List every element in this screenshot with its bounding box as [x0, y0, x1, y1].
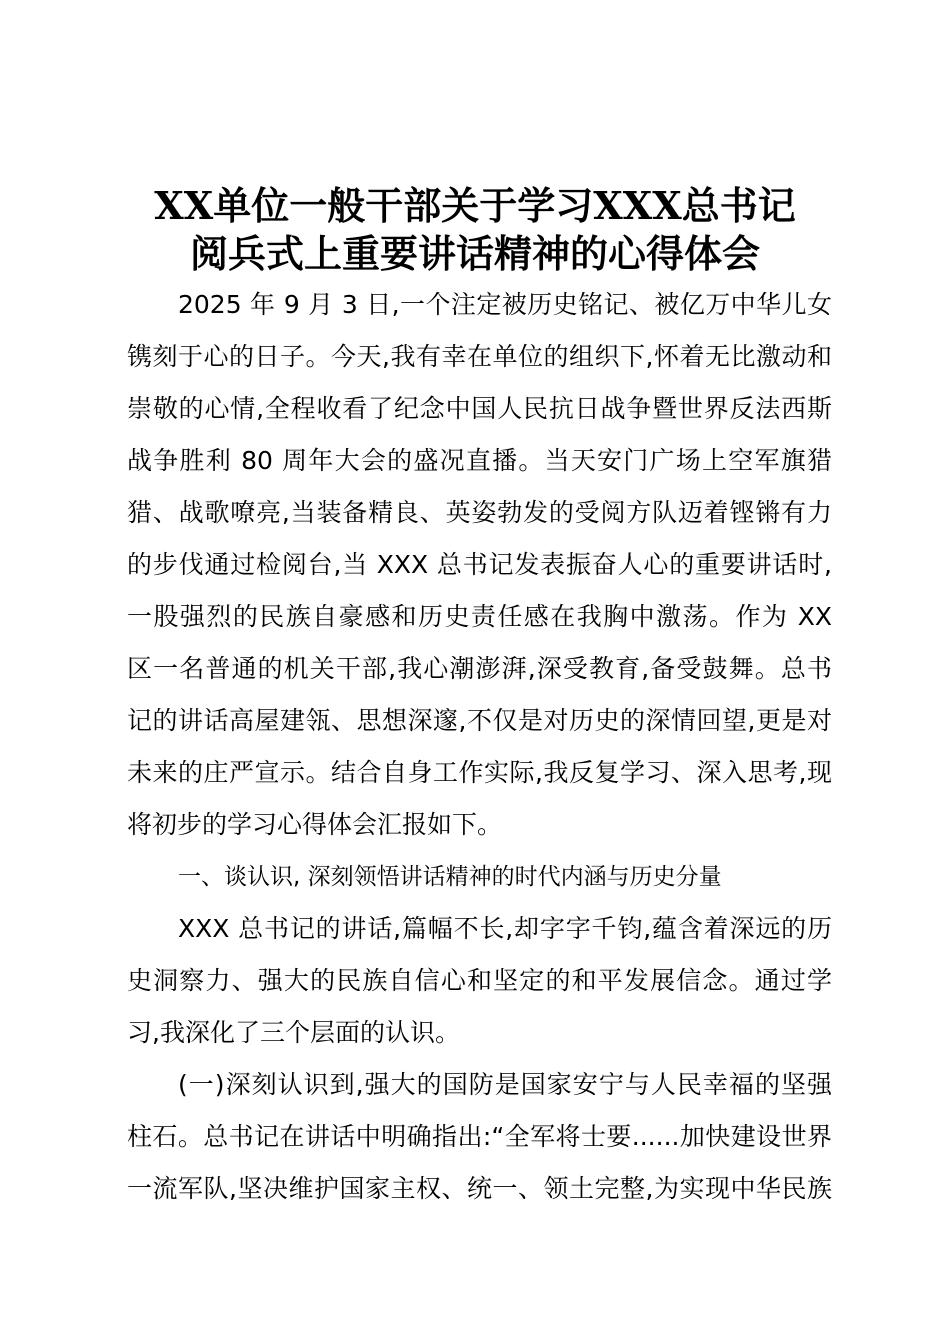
paragraph-line: 记的讲话高屋建瓴、思想深邃,不仅是对历史的深情回望,更是对 [127, 706, 832, 735]
paragraph-line: 的步伐通过检阅台,当 XXX 总书记发表振奋人心的重要讲话时, [127, 550, 832, 579]
paragraph-line: 习,我深化了三个层面的认识。 [127, 1018, 460, 1047]
paragraph-line: 一股强烈的民族自豪感和历史责任感在我胸中激荡。作为 XX [127, 602, 832, 631]
paragraph-line: 柱石。总书记在讲话中明确指出:“全军将士要......加快建设世界 [127, 1122, 832, 1151]
paragraph-line: 史洞察力、强大的民族自信心和坚定的和平发展信念。通过学 [127, 966, 832, 995]
paragraph-line: XXX 总书记的讲话,篇幅不长,却字字千钧,蕴含着深远的历 [178, 914, 832, 943]
paragraph-line: 2025 年 9 月 3 日,一个注定被历史铭记、被亿万中华儿女 [178, 290, 832, 319]
paragraph-line: (一)深刻认识到,强大的国防是国家安宁与人民幸福的坚强 [178, 1070, 832, 1099]
paragraph-line: 崇敬的心情,全程收看了纪念中国人民抗日战争暨世界反法西斯 [127, 394, 832, 423]
section-heading: 一、谈认识, 深刻领悟讲话精神的时代内涵与历史分量 [178, 864, 722, 890]
paragraph-line: 镌刻于心的日子。今天,我有幸在单位的组织下,怀着无比激动和 [127, 342, 832, 371]
paragraph-line: 将初步的学习心得体会汇报如下。 [127, 810, 503, 839]
document-title-line-2: 阅兵式上重要讲话精神的心得体会 [189, 231, 760, 276]
paragraph-line: 一流军队,坚决维护国家主权、统一、领土完整,为实现中华民族 [127, 1174, 832, 1203]
paragraph-line: 未来的庄严宣示。结合自身工作实际,我反复学习、深入思考,现 [127, 758, 832, 787]
paragraph-line: 战争胜利 80 周年大会的盛况直播。当天安门广场上空军旗猎 [127, 446, 832, 475]
document-title-line-1: XX单位一般干部关于学习XXX总书记 [154, 183, 796, 228]
paragraph-line: 猎、战歌嘹亮,当装备精良、英姿勃发的受阅方队迈着铿锵有力 [127, 498, 832, 527]
paragraph-line: 区一名普通的机关干部,我心潮澎湃,深受教育,备受鼓舞。总书 [127, 654, 832, 683]
